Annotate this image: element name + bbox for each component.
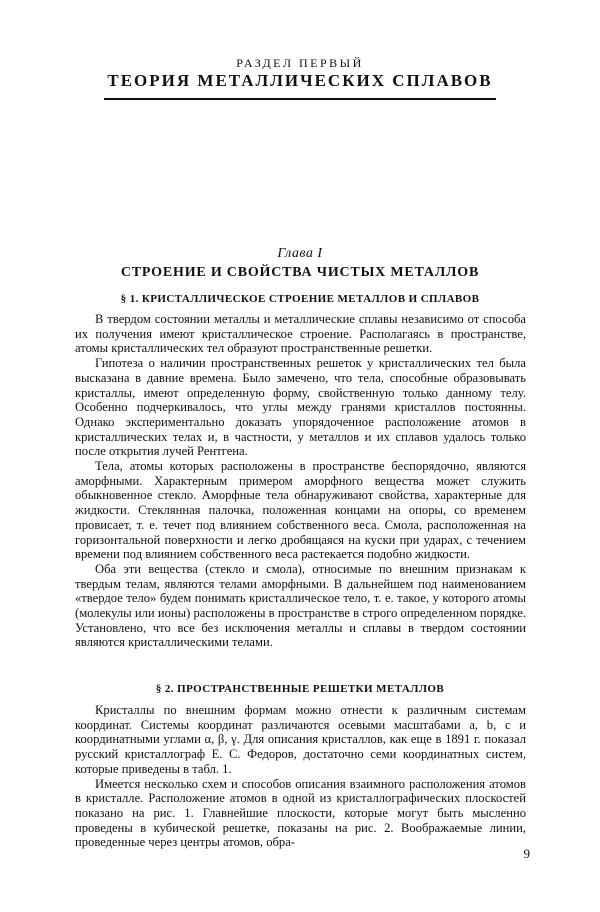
paragraph: Имеется несколько схем и способов описания взаимного расположения атомов в кристалле. Расположение атомов в одной из кристаллографических плоскостей показано на рис. 1. Главнейшие плоскости, которые могут быть мысленно проведены в кубической решетке, показаны на рис. 2. Воображаемые линии, проведенные через центры атомов, обра- [75, 776, 526, 850]
section-2-body [75, 703, 526, 850]
chapter-number: Глава I [277, 246, 323, 261]
paragraph: Гипотеза о наличии пространственных решеток у кристаллических тел была высказана в давние времена. Было замечено, что тела, способные образовывать кристаллы, имеют определенную форму, свойственную только данному телу. Особенно подчеркивалось, что углы между гранями кристаллов постоянны. Однако экспериментально доказать упорядоченное расположение атомов в кристаллических телах и, в частности, у металлов и их сплавов удалось только после открытия лучей Рентгена. [75, 356, 526, 459]
part-divider [104, 98, 496, 100]
section-1-heading: § 1. КРИСТАЛЛИЧЕСКОЕ СТРОЕНИЕ МЕТАЛЛОВ И СПЛАВОВ [120, 293, 480, 305]
paragraph: Тела, атомы которых расположены в пространстве беспорядочно, являются аморфными. Характерным примером аморфного вещества может служить обыкновенное стекло. Аморфные тела обнаруживают свойства, характерные для жидкости. Стеклянная палочка, положенная концами на опоры, со временем провисает, т. е. течет под влиянием собственного веса. Смола, расположенная на горизонтальной поверхности и легко дробящаяся на куски при ударах, с течением времени под влиянием собственного веса растекается подобно жидкости. [75, 459, 526, 562]
part-label: РАЗДЕЛ ПЕРВЫЙ [236, 56, 364, 70]
paragraph: Оба эти вещества (стекло и смола), относимые по внешним признакам к твердым телам, являются телами аморфными. В дальнейшем под наименованием «твердое тело» будем понимать кристаллическое тело, т. е. такое, у которого атомы (молекулы или ионы) расположены в пространстве в строго определенном порядке. Установлено, что все без исключения металлы и сплавы в твердом состоянии являются кристаллическими телами. [75, 561, 526, 650]
section-1-body [75, 312, 526, 650]
chapter-title: СТРОЕНИЕ И СВОЙСТВА ЧИСТЫХ МЕТАЛЛОВ [120, 265, 480, 280]
section-2-heading: § 2. ПРОСТРАНСТВЕННЫЕ РЕШЕТКИ МЕТАЛЛОВ [155, 683, 445, 695]
page-number: 9 [523, 846, 530, 861]
paragraph: В твердом состоянии металлы и металлические сплавы независимо от способа их получения имеют кристаллическое строение. Располагаясь в пространстве, атомы кристаллических тел образуют пространственные решетки. [75, 312, 526, 356]
paragraph: Кристаллы по внешним формам можно отнести к различным системам координат. Системы координат различаются осевыми масштабами a, b, c и координатными углами α, β, γ. Для описания кристаллов, как еще в 1891 г. показал русский кристаллограф Е. С. Федоров, достаточно семи координатных систем, которые приведены в табл. 1. [75, 703, 526, 776]
part-title: ТЕОРИЯ МЕТАЛЛИЧЕСКИХ СПЛАВОВ [107, 71, 493, 90]
part-header [100, 56, 500, 100]
